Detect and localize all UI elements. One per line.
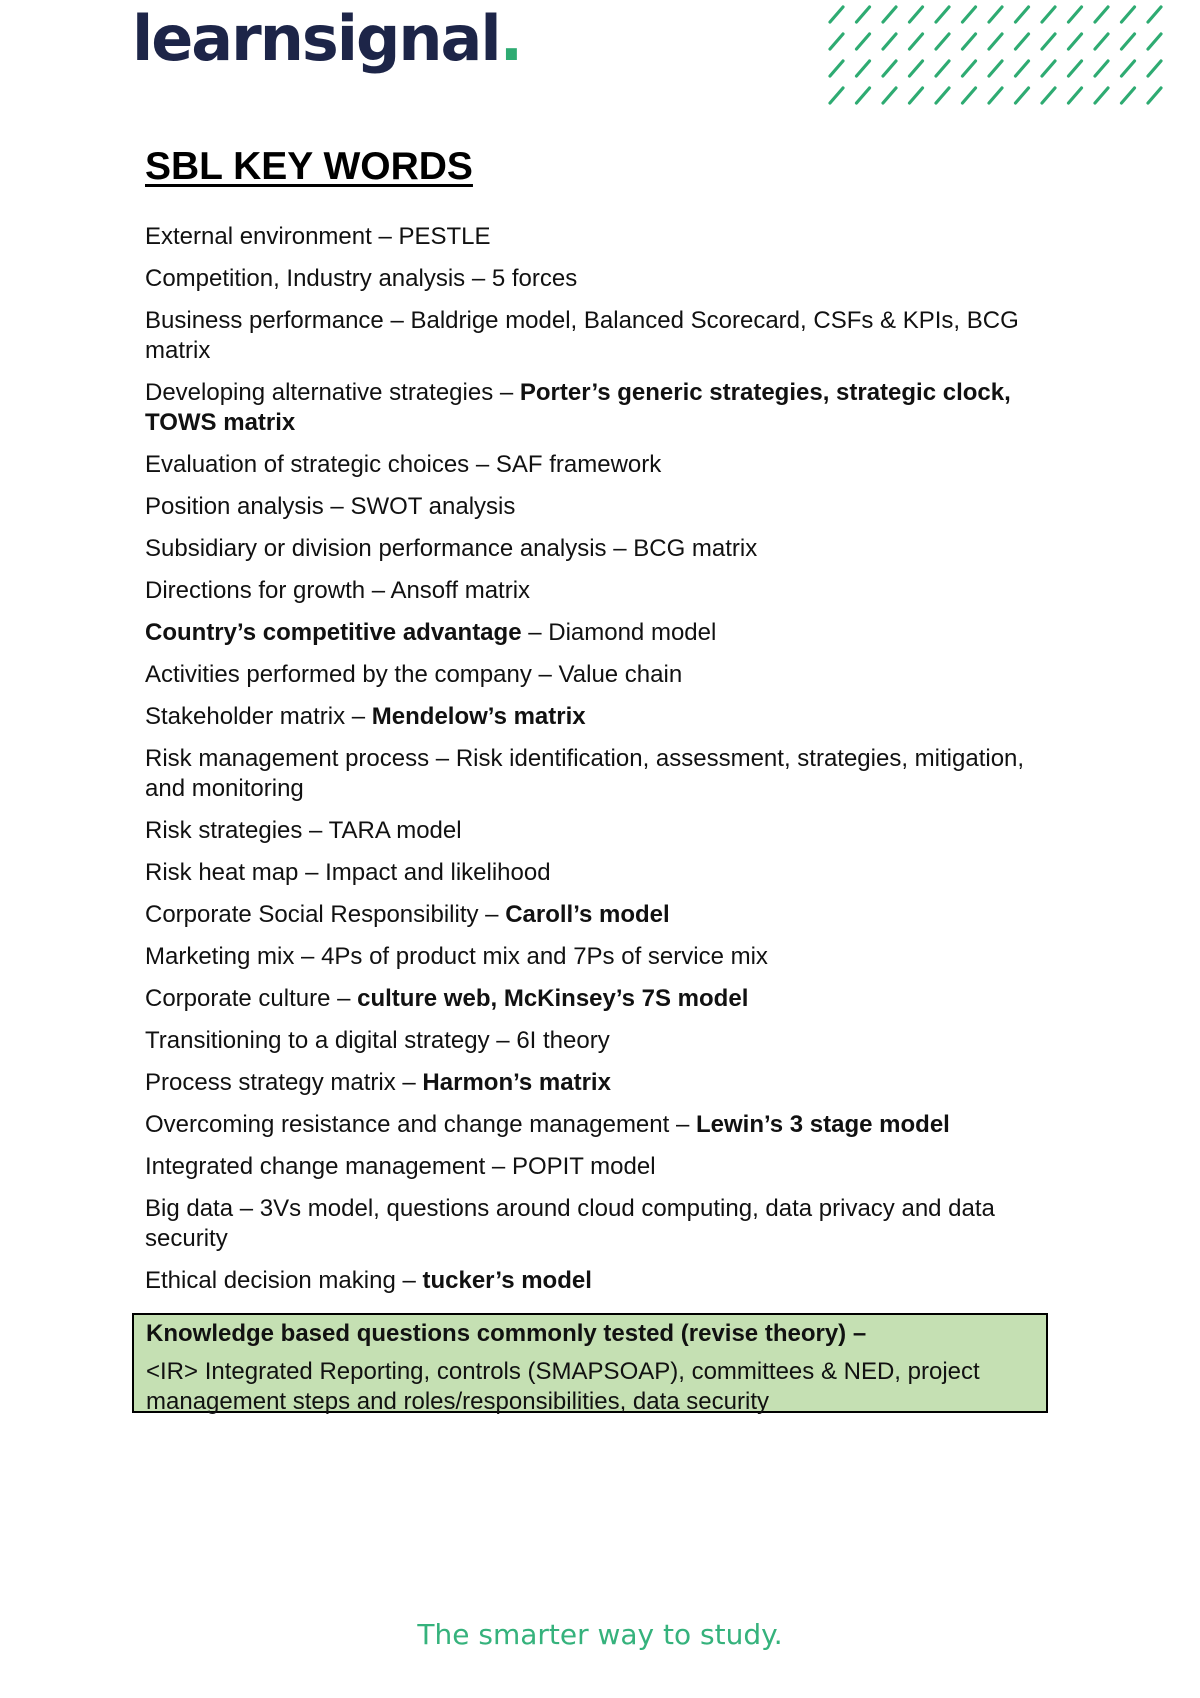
keyword-separator: –	[365, 577, 391, 604]
keyword-term: Directions for growth	[145, 577, 366, 604]
list-item	[145, 816, 1055, 846]
keyword-term: Big data	[145, 1195, 234, 1222]
dash-mark	[1016, 7, 1029, 22]
keyword-list	[145, 222, 1055, 1308]
dash-mark	[1122, 88, 1135, 103]
dash-mark	[910, 88, 923, 103]
keyword-separator: –	[606, 535, 634, 562]
dash-mark	[1042, 34, 1055, 49]
knowledge-box	[132, 1313, 1048, 1413]
list-item	[145, 222, 1055, 252]
keyword-definition: Baldrige model, Balanced Scorecard, CSFs & KPIs, BCG matrix	[145, 307, 1019, 364]
list-item	[145, 1194, 1055, 1254]
keyword-definition: TARA model	[328, 817, 462, 844]
keyword-definition: Risk identification, assessment, strategies, mitigation, and monitoring	[145, 745, 1025, 802]
dash-mark	[1148, 88, 1161, 103]
decorative-dash-pattern	[826, 0, 1176, 116]
keyword-definition: POPIT model	[511, 1153, 656, 1180]
dash-mark	[1122, 34, 1135, 49]
keyword-term: Subsidiary or division performance analysis	[145, 535, 607, 562]
list-item	[145, 534, 1055, 564]
keyword-definition-bold: Lewin’s 3 stage model	[695, 1111, 950, 1138]
keyword-separator: –	[395, 1069, 423, 1096]
keyword-term: Overcoming resistance and change management	[145, 1111, 670, 1138]
keyword-separator: –	[233, 1195, 260, 1222]
dash-mark	[883, 34, 896, 49]
list-item	[145, 1266, 1055, 1296]
dash-mark	[1095, 34, 1108, 49]
keyword-term: Ethical decision making	[145, 1267, 396, 1294]
keyword-separator: –	[302, 817, 329, 844]
dash-mark	[1148, 34, 1161, 49]
keyword-separator: –	[669, 1111, 696, 1138]
keyword-definition: 6I theory	[516, 1027, 610, 1054]
list-item	[145, 450, 1055, 480]
keyword-term: Risk management process	[145, 745, 430, 772]
list-item	[145, 576, 1055, 606]
dash-mark	[936, 61, 949, 76]
keyword-term: Integrated change management	[145, 1153, 486, 1180]
keyword-separator: –	[478, 901, 506, 928]
dash-mark	[857, 7, 870, 22]
keyword-definition: Diamond model	[548, 619, 717, 646]
dash-mark	[857, 34, 870, 49]
keyword-definition: Impact and likelihood	[325, 859, 551, 886]
page-title: SBL KEY WORDS	[145, 145, 473, 188]
keyword-separator: –	[493, 379, 520, 406]
logo-dot: .	[499, 2, 522, 75]
dash-mark	[936, 7, 949, 22]
dash-mark	[1069, 61, 1082, 76]
keyword-separator: –	[465, 265, 492, 292]
keyword-term: Corporate culture	[145, 985, 331, 1012]
dash-mark	[1148, 7, 1161, 22]
keyword-definition-bold: Harmon’s matrix	[422, 1069, 611, 1096]
keyword-separator: –	[489, 1027, 517, 1054]
keyword-separator: –	[294, 943, 322, 970]
list-item	[145, 618, 1055, 648]
dash-mark	[989, 34, 1002, 49]
dash-mark	[1042, 61, 1055, 76]
keyword-term: Corporate Social Responsibility	[145, 901, 479, 928]
dash-mark	[1069, 88, 1082, 103]
keyword-separator: –	[345, 703, 372, 730]
keyword-term: Position analysis	[145, 493, 324, 520]
dash-mark	[963, 61, 976, 76]
dash-mark	[830, 34, 843, 49]
knowledge-box-title: Knowledge based questions commonly tested (revise theory) –	[146, 1320, 867, 1347]
dash-mark	[1069, 34, 1082, 49]
keyword-term: Stakeholder matrix	[145, 703, 346, 730]
keyword-separator: –	[429, 745, 456, 772]
keyword-separator: –	[298, 859, 326, 886]
knowledge-box-body: <IR> Integrated Reporting, controls (SMAPSOAP), committees & NED, project management steps and roles/responsibilities, data security	[146, 1358, 980, 1415]
keyword-separator: –	[521, 619, 549, 646]
dash-mark	[830, 61, 843, 76]
list-item	[145, 1152, 1055, 1182]
dash-mark	[963, 88, 976, 103]
learnsignal-logo	[132, 2, 522, 75]
list-item	[145, 1026, 1055, 1056]
keyword-definition: 4Ps of product mix and 7Ps of service mix	[321, 943, 768, 970]
keyword-definition: PESTLE	[398, 223, 491, 250]
dash-mark	[1069, 7, 1082, 22]
dash-mark	[1095, 7, 1108, 22]
dash-mark	[936, 34, 949, 49]
dash-mark	[883, 7, 896, 22]
keyword-term: Evaluation of strategic choices	[145, 451, 470, 478]
keyword-definition: Ansoff matrix	[390, 577, 531, 604]
list-item	[145, 900, 1055, 930]
keyword-term: Competition, Industry analysis	[145, 265, 466, 292]
keyword-term: Business performance	[145, 307, 384, 334]
list-item	[145, 660, 1055, 690]
keyword-term: External environment	[145, 223, 372, 250]
keyword-separator: –	[531, 661, 559, 688]
dash-mark	[963, 7, 976, 22]
dash-mark	[1042, 7, 1055, 22]
keyword-definition-bold: culture web, McKinsey’s 7S model	[357, 985, 749, 1012]
dash-mark	[989, 88, 1002, 103]
keyword-definition-bold: Mendelow’s matrix	[371, 703, 586, 730]
footer-tagline: The smarter way to study.	[417, 1618, 783, 1651]
dash-mark	[963, 34, 976, 49]
logo-text: learnsignal	[132, 2, 500, 75]
keyword-separator: –	[323, 493, 351, 520]
dash-mark	[1122, 7, 1135, 22]
keyword-definition: 3Vs model, questions around cloud computing, data privacy and data security	[145, 1195, 995, 1252]
list-item	[145, 984, 1055, 1014]
keyword-separator: –	[485, 1153, 512, 1180]
keyword-term: Activities performed by the company	[145, 661, 532, 688]
keyword-term: Country’s competitive advantage	[145, 619, 522, 646]
keyword-term: Marketing mix	[145, 943, 295, 970]
dash-mark	[883, 88, 896, 103]
list-item	[145, 492, 1055, 522]
list-item	[145, 858, 1055, 888]
keyword-term: Developing alternative strategies	[145, 379, 494, 406]
dash-mark	[1042, 88, 1055, 103]
keyword-definition: SAF framework	[495, 451, 662, 478]
dash-mark	[1016, 34, 1029, 49]
keyword-separator: –	[371, 223, 399, 250]
keyword-term: Risk heat map	[145, 859, 299, 886]
list-item	[145, 744, 1055, 804]
keyword-term: Risk strategies	[145, 817, 303, 844]
dash-mark	[1095, 61, 1108, 76]
keyword-definition-bold: Porter’s generic strategies, strategic clock, TOWS matrix	[145, 379, 1011, 436]
list-item	[145, 702, 1055, 732]
list-item	[145, 1068, 1055, 1098]
dash-mark	[1095, 88, 1108, 103]
dash-mark	[857, 88, 870, 103]
dash-mark	[936, 88, 949, 103]
keyword-separator: –	[469, 451, 496, 478]
dash-mark	[910, 61, 923, 76]
dash-mark	[910, 34, 923, 49]
list-item	[145, 378, 1055, 438]
dash-mark	[1016, 61, 1029, 76]
keyword-separator: –	[383, 307, 411, 334]
dash-mark	[1122, 61, 1135, 76]
keyword-definition-bold: Caroll’s model	[505, 901, 670, 928]
keyword-separator: –	[395, 1267, 423, 1294]
keyword-definition: Value chain	[558, 661, 683, 688]
keyword-definition: 5 forces	[491, 265, 578, 292]
list-item	[145, 264, 1055, 294]
list-item	[145, 306, 1055, 366]
dash-mark	[1148, 61, 1161, 76]
keyword-term: Process strategy matrix	[145, 1069, 396, 1096]
keyword-term: Transitioning to a digital strategy	[145, 1027, 490, 1054]
list-item	[145, 1110, 1055, 1140]
dash-mark	[883, 61, 896, 76]
dash-mark	[989, 7, 1002, 22]
dash-mark	[830, 7, 843, 22]
keyword-definition: BCG matrix	[633, 535, 758, 562]
keyword-definition-bold: tucker’s model	[422, 1267, 592, 1294]
dash-mark	[857, 61, 870, 76]
dash-mark	[1016, 88, 1029, 103]
keyword-separator: –	[330, 985, 358, 1012]
dash-mark	[910, 7, 923, 22]
dash-mark	[989, 61, 1002, 76]
dash-mark	[830, 88, 843, 103]
keyword-definition: SWOT analysis	[350, 493, 516, 520]
list-item	[145, 942, 1055, 972]
